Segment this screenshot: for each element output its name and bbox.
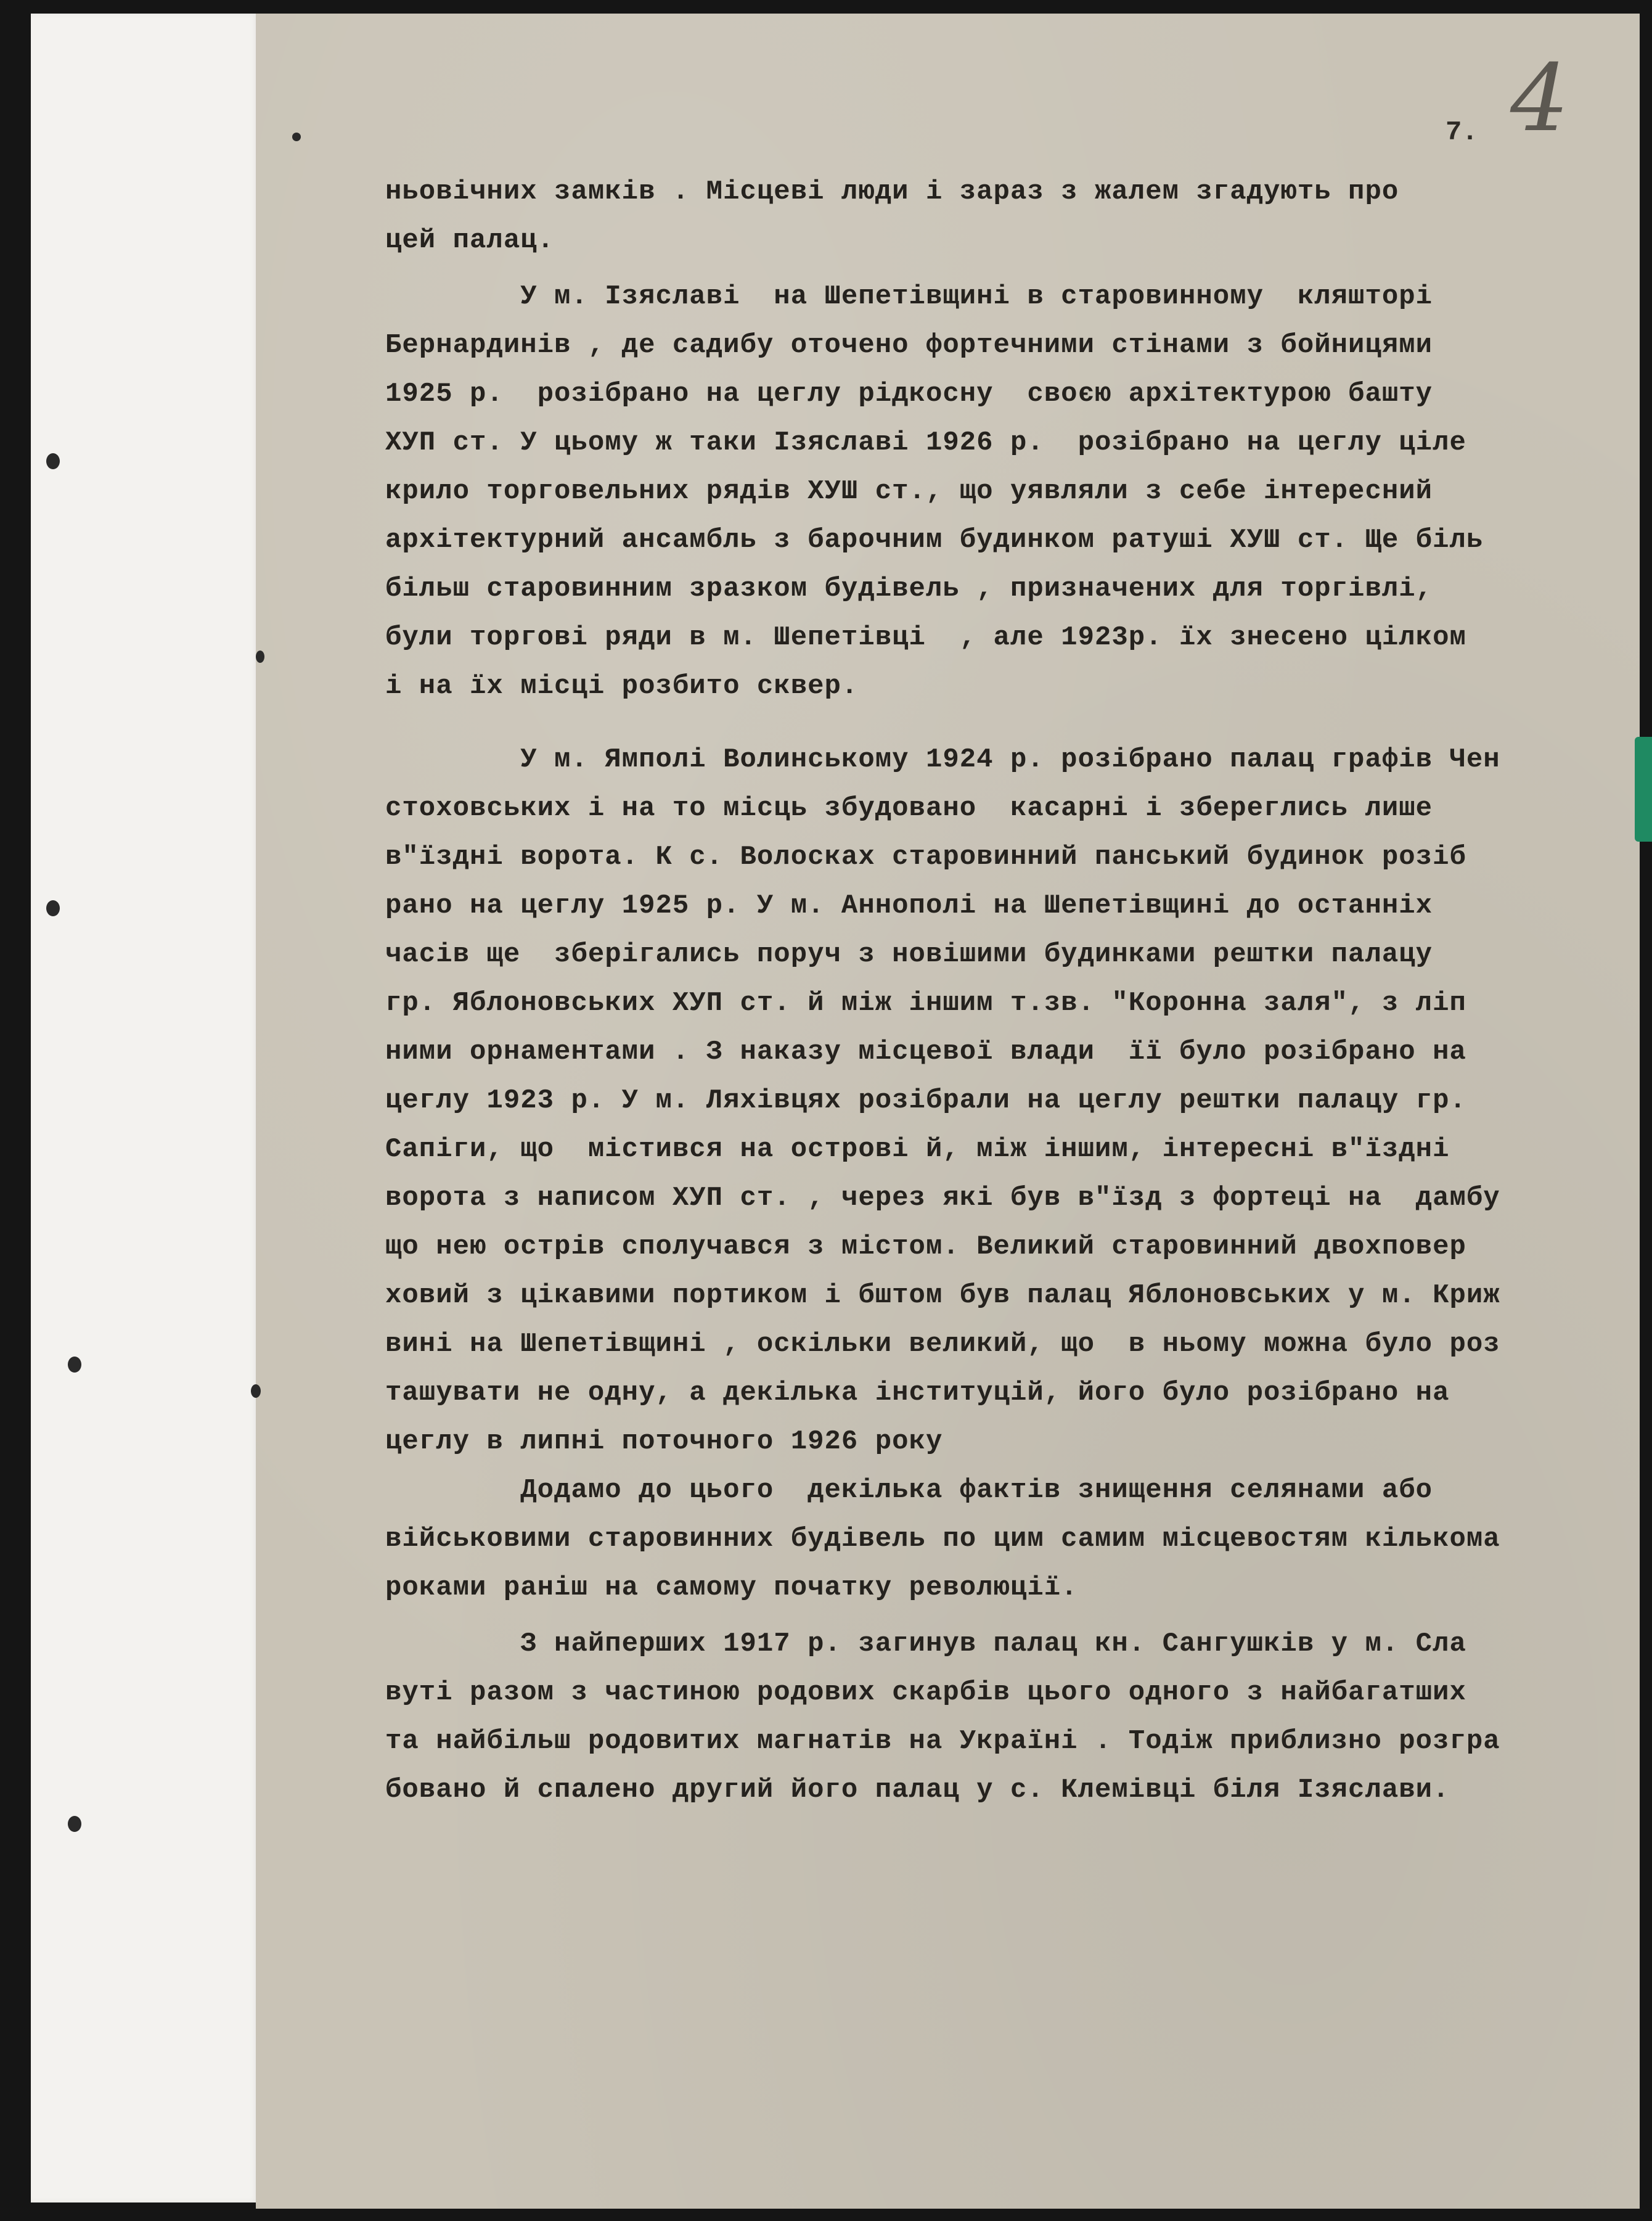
punch-hole-mark — [292, 133, 301, 141]
text-line: 1925 р. розібрано на цеглу рідкосну своєю архітектурою башту — [385, 379, 1433, 409]
punch-hole-mark — [256, 651, 264, 663]
text-line: цеглу в липні поточного 1926 року — [385, 1426, 943, 1457]
punch-hole — [68, 1816, 81, 1832]
text-line: Додамо до цього декілька фактів знищення селянами або — [385, 1475, 1433, 1506]
text-line: ними орнаментами . З наказу місцевої влади її було розібрано на — [385, 1037, 1466, 1067]
text-line: гр. Яблоновських ХУП ст. й між іншим т.зв. "Коронна заля", з ліп — [385, 988, 1466, 1019]
text-line: часів ще зберігались поруч з новішими будинками рештки палацу — [385, 939, 1433, 970]
text-line: бовано й спалено другий його палац у с. Клемівці біля Ізяслави. — [385, 1775, 1450, 1805]
text-line: крило торговельних рядів ХУШ ст., що уявляли з себе інтересний — [385, 476, 1433, 507]
punch-hole — [46, 453, 60, 469]
white-margin-strip — [31, 14, 259, 2203]
text-line: та найбільш родовитих магнатів на Україні . Тодіж приблизно розгра — [385, 1726, 1500, 1757]
text-line: архітектурний ансамбль з барочним будинком ратуші ХУШ ст. Ще біль — [385, 525, 1484, 556]
text-line: роками раніш на самому початку революції. — [385, 1572, 1078, 1603]
text-line: цей палац. — [385, 225, 555, 256]
text-line: рано на цеглу 1925 р. У м. Аннополі на Шепетівщині до останніх — [385, 890, 1433, 921]
text-line: Сапіги, що містився на острові й, між іншим, інтересні в"їздні — [385, 1134, 1450, 1165]
text-line: що нею острів сполучався з містом. Великий старовинний двохповер — [385, 1231, 1466, 1262]
text-line: цеглу 1923 р. У м. Ляхівцях розібрали на цеглу рештки палацу гр. — [385, 1085, 1466, 1116]
text-line: У м. Ямполі Волинському 1924 р. розібрано палац графів Чен — [385, 744, 1500, 775]
text-line: і на їх місці розбито сквер. — [385, 671, 859, 702]
text-line: ховий з цікавими портиком і бштом був палац Яблоновських у м. Криж — [385, 1280, 1500, 1311]
text-line: були торгові ряди в м. Шепетівці , але 1923р. їх знесено цілком — [385, 622, 1466, 653]
text-line: стоховських і на то місць збудовано касарні і збереглись лише — [385, 793, 1433, 824]
document-body — [385, 168, 1637, 1815]
text-line: З найперших 1917 р. загинув палац кн. Сангушків у м. Сла — [385, 1628, 1466, 1659]
text-line: військовими старовинних будівель по цим самим місцевостям кількома — [385, 1524, 1500, 1554]
text-line: У м. Ізяславі на Шепетівщині в старовинному кляшторі — [385, 281, 1433, 312]
green-edge-tab — [1635, 737, 1652, 842]
punch-hole-mark — [251, 1384, 261, 1398]
text-line: ташувати не одну, а декілька інституцій, його було розібрано на — [385, 1377, 1450, 1408]
archive-folio-mark: 4 — [1510, 45, 1569, 152]
punch-hole — [46, 900, 60, 916]
text-line: Бернардинів , де садибу оточено фортечними стінами з бойницями — [385, 330, 1433, 361]
text-line: ньовічних замків . Місцеві люди і зараз з жалем згадують про — [385, 176, 1399, 207]
text-line: більш старовинним зразком будівель , призначених для торгівлі, — [385, 573, 1433, 604]
text-line: ХУП ст. У цьому ж таки Ізяславі 1926 р. розібрано на цеглу ціле — [385, 427, 1466, 458]
text-line: вині на Шепетівщині , оскільки великий, що в ньому можна було роз — [385, 1329, 1500, 1360]
punch-hole — [68, 1357, 81, 1373]
text-line: ворота з написом ХУП ст. , через які був в"їзд з фортеці на дамбу — [385, 1183, 1500, 1213]
page-number: 7. — [1446, 117, 1478, 148]
text-line: вуті разом з частиною родових скарбів цього одного з найбагатших — [385, 1677, 1466, 1708]
text-line: в"їздні ворота. К с. Волосках старовинний панський будинок розіб — [385, 842, 1466, 872]
